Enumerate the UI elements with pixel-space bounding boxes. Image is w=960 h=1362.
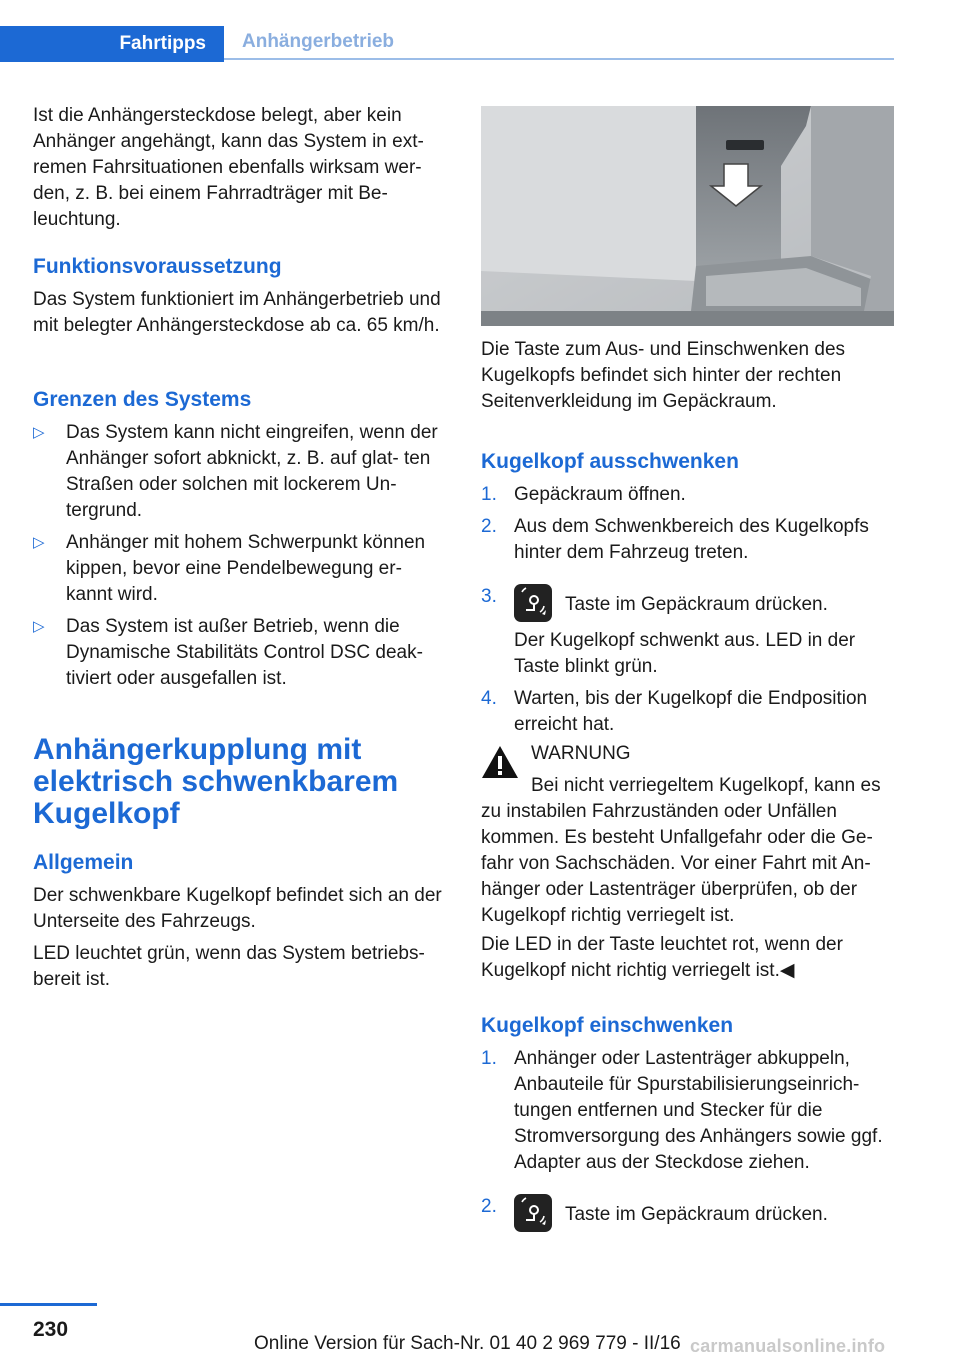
- einschwenken-steps: [481, 1046, 894, 1232]
- triangle-right-outline-icon: ▷: [33, 424, 45, 441]
- page-number: 230: [33, 1318, 69, 1341]
- warning-text: Bei nicht verriegeltem Kugelkopf, kann es zu instabilen Fahrzuständen oder Unfällen kommen. Es besteht Unfallgefahr oder die Ge- fahr von Sachschäden. Vor einer Fahrt mit An- hänger oder Lastenträger überprüfen, ob der Kugelkopf richtig verriegelt ist.: [481, 775, 881, 926]
- led-paragraph: Die LED in der Taste leuchtet rot, wenn der Kugelkopf nicht richtig verriegelt ist.◀: [481, 934, 843, 981]
- grenzen-list: [33, 420, 448, 692]
- paragraph-funktionsvoraussetzung: Das System funktioniert im Anhängerbetrieb und mit belegter Anhängersteckdose ab ca. 65 km/h.: [33, 289, 441, 336]
- footer-accent-line: [0, 1303, 97, 1306]
- page-header: [0, 26, 894, 62]
- online-version-text: Online Version für Sach-Nr. 01 40 2 969 779 - II/16: [254, 1333, 681, 1354]
- paragraph-allgemein-2: LED leuchtet grün, wenn das System betriebs- bereit ist.: [33, 943, 425, 990]
- list-item: 1. Anhänger oder Lastenträger abkuppeln, Anbauteile für Spurstabilisierungseinrich- tungen entfernen und Stecker für die Stromversorgung des Anhängers sowie ggf. Adapter aus der Steckdose ziehen.: [481, 1048, 883, 1173]
- paragraph-allgemein-1: Der schwenkbare Kugelkopf befindet sich an der Unterseite des Fahrzeugs.: [33, 885, 442, 932]
- warning-label: WARNUNG: [531, 743, 631, 764]
- heading-kugelkopf-ausschwenken: Kugelkopf ausschwenken: [481, 450, 739, 473]
- warning-triangle-icon: [481, 745, 519, 779]
- ausschwenken-steps: [481, 482, 894, 738]
- list-item: 2. Taste im Gepäckraum drücken.: [481, 1194, 894, 1232]
- heading-funktionsvoraussetzung: Funktionsvoraussetzung: [33, 255, 282, 278]
- luggage-compartment-photo: [481, 106, 894, 326]
- heading-grenzen: Grenzen des Systems: [33, 388, 252, 411]
- triangle-right-outline-icon: ▷: [33, 618, 45, 635]
- list-item: 1. Gepäckraum öffnen.: [481, 484, 686, 505]
- header-tab-fahrtipps[interactable]: Fahrtipps: [0, 26, 224, 62]
- intro-paragraph: Ist die Anhängersteckdose belegt, aber kein Anhänger angehängt, kann das System in ext- remen Fahrsituationen ebenfalls wirksam wer- den, z. B. bei einem Fahrradträger mit Be- leuchtung.: [33, 105, 424, 230]
- step-3-result: Der Kugelkopf schwenkt aus. LED in der Taste blinkt grün.: [514, 630, 856, 677]
- heading-kugelkopf-einschwenken: Kugelkopf einschwenken: [481, 1014, 734, 1037]
- list-item: ▷ Das System ist außer Betrieb, wenn die Dynamische Stabilitäts Control DSC deak- tiviert oder ausgefallen ist.: [33, 616, 423, 689]
- list-item: 2. Aus dem Schwenkbereich des Kugelkopfs hinter dem Fahrzeug treten.: [481, 516, 869, 563]
- photo-caption: Die Taste zum Aus- und Einschwenken des Kugelkopfs befindet sich hinter der rechten Seitenverkleidung im Gepäckraum.: [481, 339, 846, 412]
- warning-box: [481, 741, 894, 929]
- list-item: 4. Warten, bis der Kugelkopf die Endposition erreicht hat.: [481, 688, 868, 735]
- list-item: ▷ Anhänger mit hohem Schwerpunkt können kippen, bevor eine Pendelbewegung er- kannt wird.: [33, 532, 426, 605]
- watermark: carmanualsonline.info: [690, 1336, 886, 1356]
- trailer-hitch-button-icon: [514, 584, 552, 622]
- trailer-hitch-button-icon: [514, 1194, 552, 1232]
- section-title-anhaengerkupplung: Anhängerkupplung mit elektrisch schwenkbarem Kugelkopf: [33, 733, 399, 830]
- list-item: 3. Taste im Gepäckraum drücken. Der Kugelkopf schwenkt aus. LED in der Taste blinkt grün.: [481, 584, 894, 680]
- heading-allgemein: Allgemein: [33, 851, 134, 874]
- header-tab-anhaengerbetrieb[interactable]: Anhängerbetrieb: [224, 26, 894, 60]
- triangle-right-outline-icon: ▷: [33, 534, 45, 551]
- list-item: ▷ Das System kann nicht eingreifen, wenn der Anhänger sofort abknickt, z. B. auf glat- ten Straßen oder solchen mit lockerem Un- tergrund.: [33, 422, 438, 521]
